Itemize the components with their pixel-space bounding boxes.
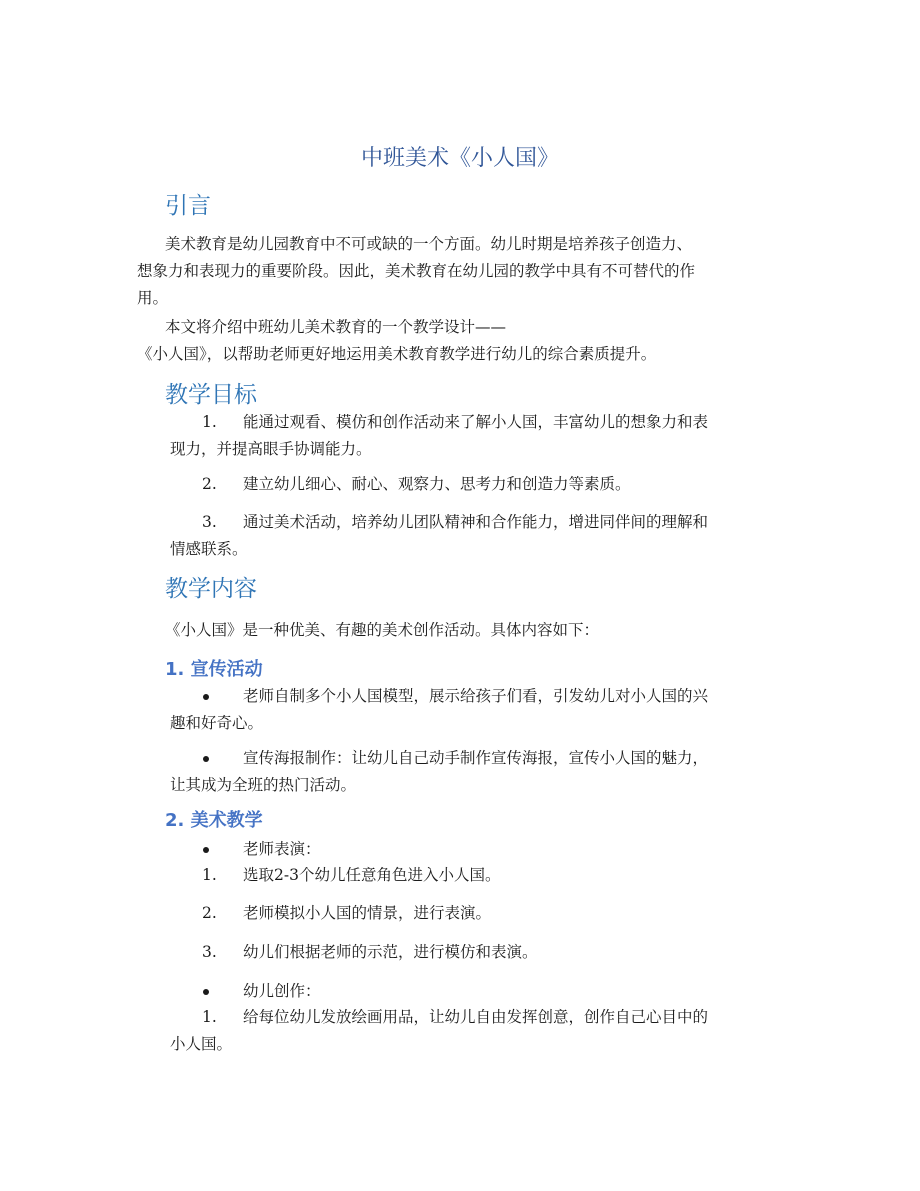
publicity-text-2-line-2: 让其成为全班的热门活动。 bbox=[170, 776, 357, 794]
heading-content: 教学内容 bbox=[165, 576, 257, 602]
teaching-step-1 bbox=[137, 862, 787, 889]
teaching-bullet-2 bbox=[137, 978, 787, 1005]
intro-paragraph-1 bbox=[137, 231, 787, 312]
teaching-step-2 bbox=[137, 900, 787, 927]
teaching-bullet-2-text: 幼儿创作： bbox=[243, 982, 321, 1000]
step-marker: 1. bbox=[202, 1008, 217, 1026]
intro-p1-line-2: 想象力和表现力的重要阶段。因此，美术教育在幼儿园的教学中具有不可替代的作 bbox=[137, 262, 696, 280]
bullet-icon bbox=[203, 756, 209, 762]
bullet-icon bbox=[203, 694, 209, 700]
step-text: 老师模拟小人国的情景，进行表演。 bbox=[243, 904, 492, 922]
bullet-icon bbox=[203, 847, 209, 853]
teaching-step-3 bbox=[137, 939, 787, 966]
publicity-text-1-line-2: 趣和好奇心。 bbox=[170, 714, 264, 732]
goal-text-1-line-1: 能通过观看、模仿和创作活动来了解小人国，丰富幼儿的想象力和表 bbox=[243, 413, 709, 431]
heading-art-teaching: 2. 美术教学 bbox=[165, 810, 263, 831]
bullet-icon bbox=[203, 989, 209, 995]
intro-paragraph-2 bbox=[137, 314, 787, 368]
intro-p2-line-2: 《小人国》，以帮助老师更好地运用美术教育教学进行幼儿的综合素质提升。 bbox=[137, 345, 657, 363]
heading-intro: 引言 bbox=[165, 193, 211, 219]
goal-text-3-line-1: 通过美术活动，培养幼儿团队精神和合作能力，增进同伴间的理解和 bbox=[243, 513, 709, 531]
teaching-bullet-1 bbox=[137, 836, 787, 863]
heading-goals: 教学目标 bbox=[165, 382, 257, 408]
document-title: 中班美术《小人国》 bbox=[360, 146, 559, 171]
publicity-text-1-line-1: 老师自制多个小人国模型，展示给孩子们看，引发幼儿对小人国的兴 bbox=[243, 687, 709, 705]
intro-p1-line-3: 用。 bbox=[137, 289, 169, 307]
goal-item-3 bbox=[137, 509, 787, 563]
creation-step-1 bbox=[137, 1004, 787, 1058]
goal-text-3-line-2: 情感联系。 bbox=[170, 540, 248, 558]
goal-item-2 bbox=[137, 471, 787, 498]
step-marker: 2. bbox=[202, 904, 217, 922]
step-text: 选取2-3个幼儿任意角色进入小人国。 bbox=[243, 866, 501, 884]
publicity-item-1 bbox=[137, 683, 787, 737]
step-marker: 1. bbox=[202, 866, 217, 884]
intro-p1-line-1: 美术教育是幼儿园教育中不可或缺的一个方面。幼儿时期是培养孩子创造力、 bbox=[165, 235, 693, 253]
goal-marker-2: 2. bbox=[202, 475, 217, 493]
content-intro: 《小人国》是一种优美、有趣的美术创作活动。具体内容如下： bbox=[165, 621, 600, 639]
publicity-text-2-line-1: 宣传海报制作：让幼儿自己动手制作宣传海报，宣传小人国的魅力， bbox=[243, 749, 709, 767]
goal-text-2-line-1: 建立幼儿细心、耐心、观察力、思考力和创造力等素质。 bbox=[243, 475, 631, 493]
goal-marker-1: 1. bbox=[202, 413, 217, 431]
goal-marker-3: 3. bbox=[202, 513, 217, 531]
step-text: 幼儿们根据老师的示范，进行模仿和表演。 bbox=[243, 943, 538, 961]
creation-text-line-1: 给每位幼儿发放绘画用品，让幼儿自由发挥创意，创作自己心目中的 bbox=[243, 1008, 709, 1026]
teaching-bullet-1-text: 老师表演： bbox=[243, 840, 321, 858]
step-marker: 3. bbox=[202, 943, 217, 961]
goal-text-1-line-2: 现力，并提高眼手协调能力。 bbox=[170, 440, 372, 458]
publicity-item-2 bbox=[137, 745, 787, 799]
goal-item-1 bbox=[137, 409, 787, 463]
creation-text-line-2: 小人国。 bbox=[170, 1035, 233, 1053]
heading-publicity: 1. 宣传活动 bbox=[165, 659, 263, 680]
intro-p2-line-1: 本文将介绍中班幼儿美术教育的一个教学设计—— bbox=[165, 318, 507, 336]
